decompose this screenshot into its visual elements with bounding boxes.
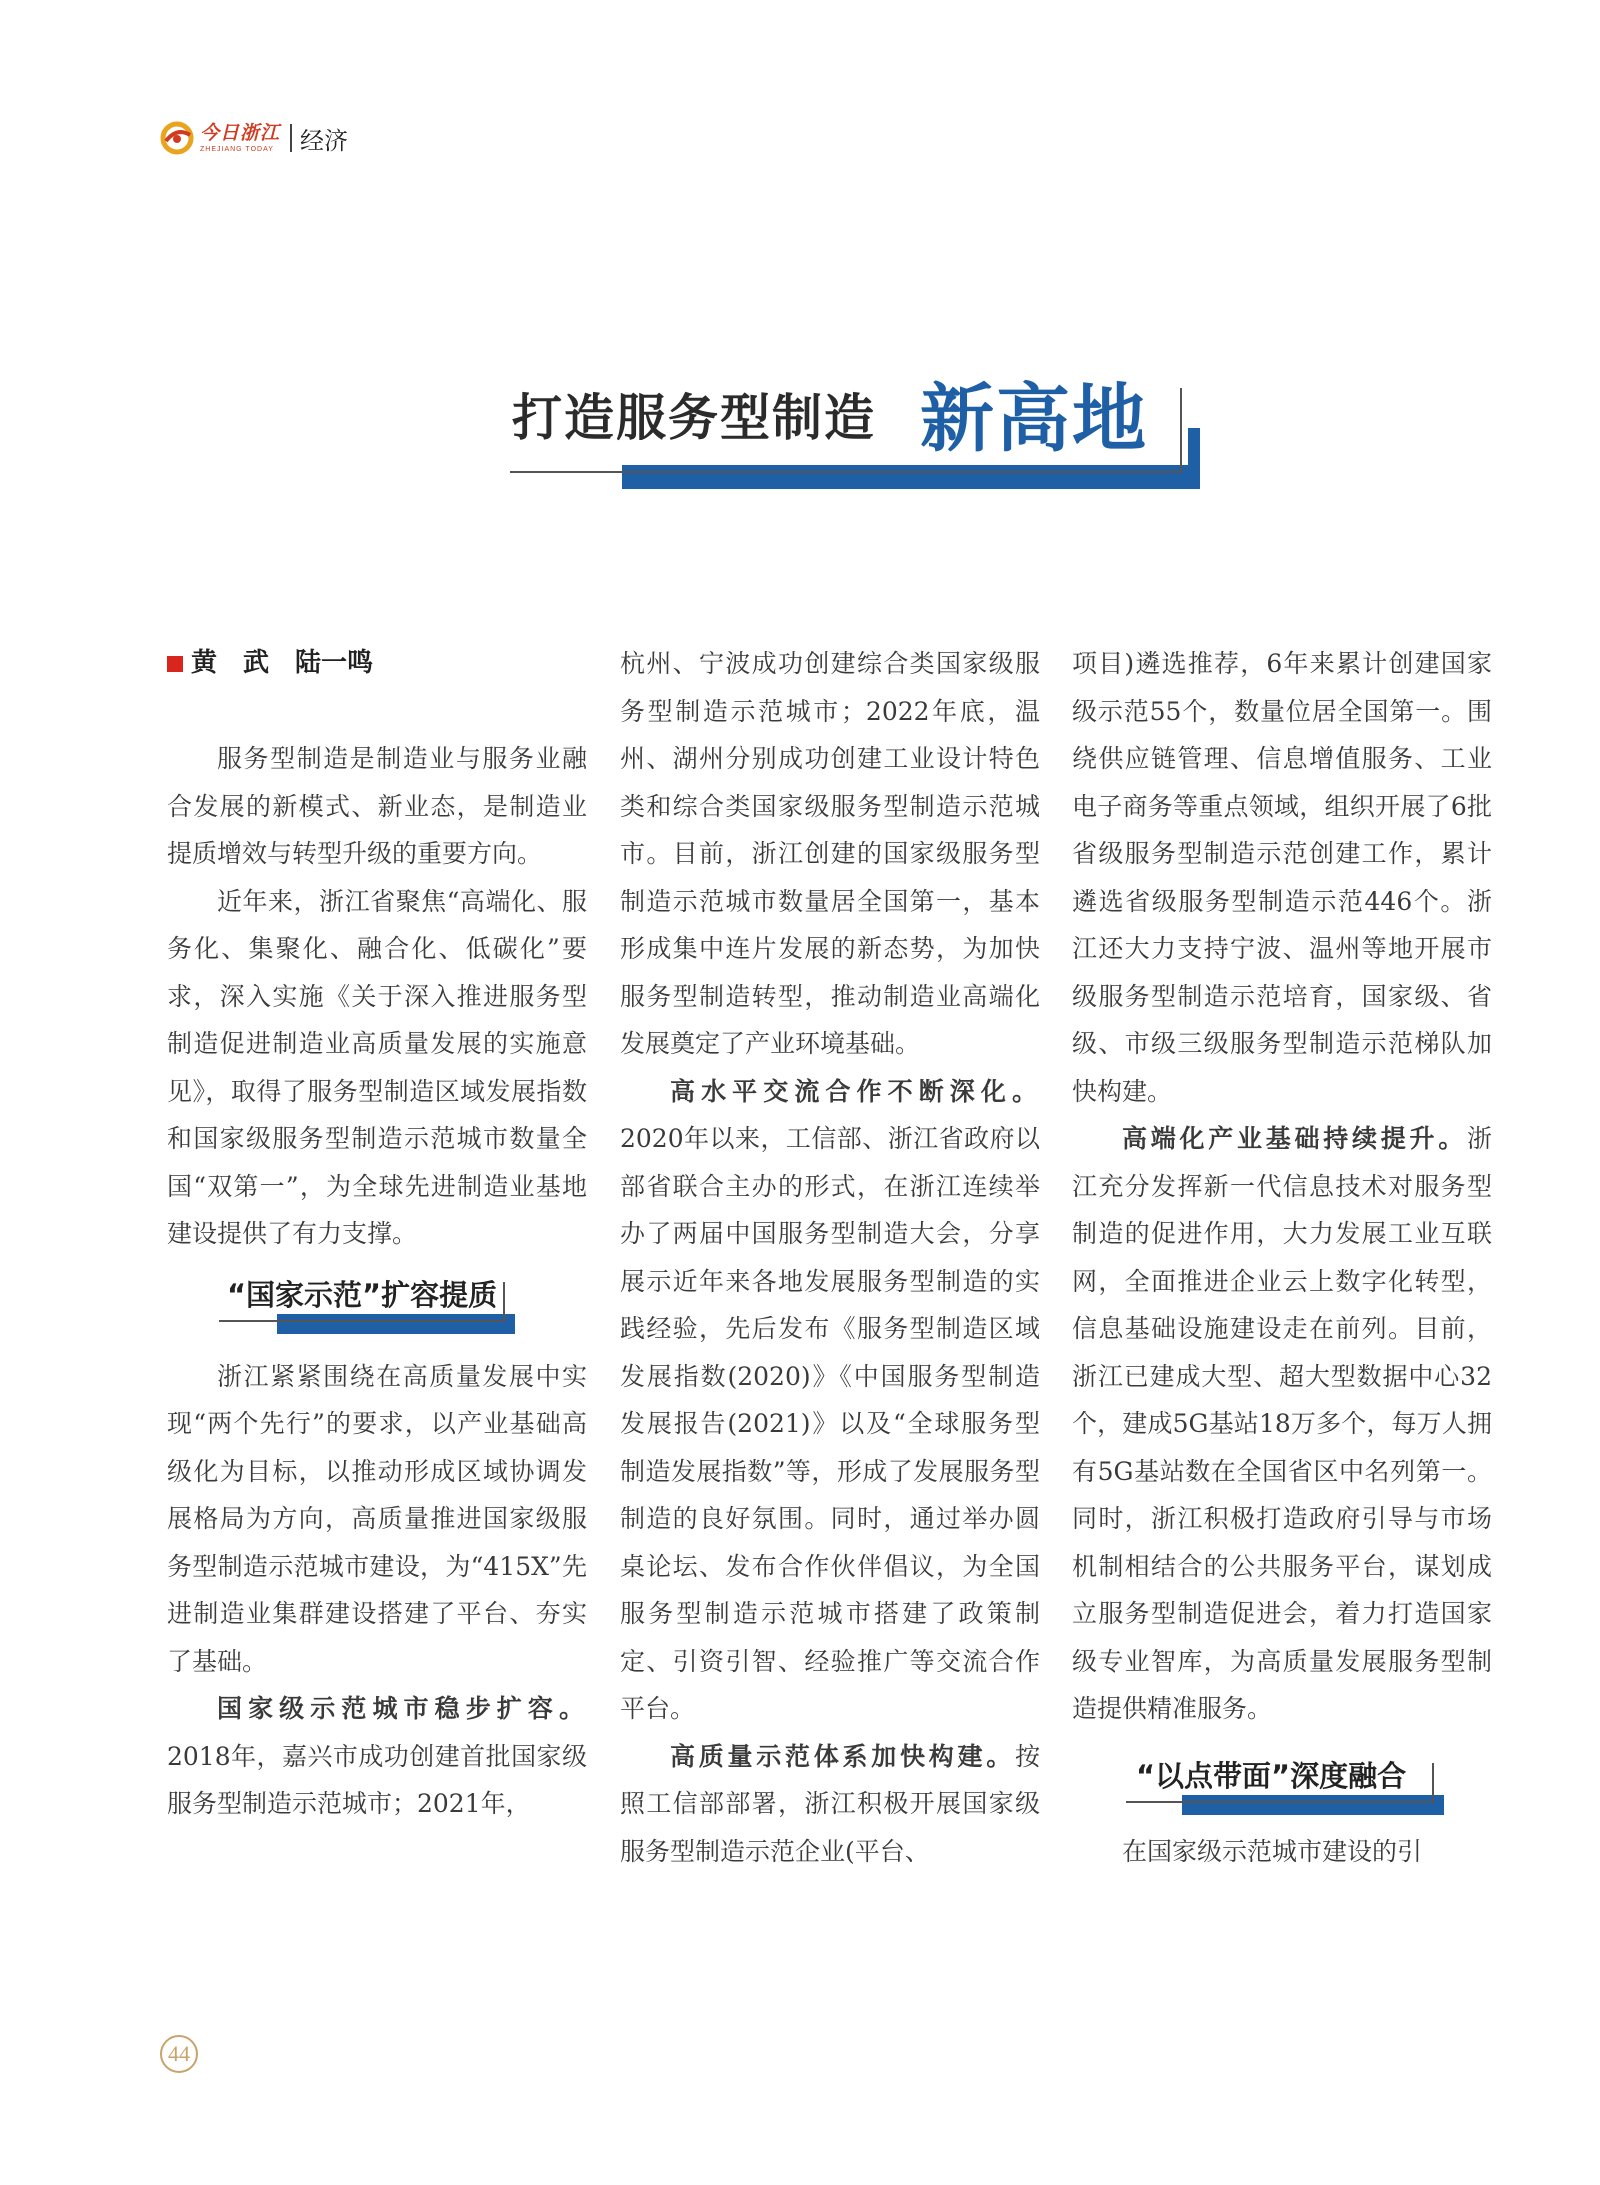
paragraph-4-lead: 高质量示范体系加快构建。 — [670, 1741, 1015, 1771]
article-title-accent: 新高地 — [920, 376, 1148, 462]
logo-icon — [160, 121, 194, 155]
section-1-title: “国家示范”扩容提质 — [227, 1277, 498, 1312]
paragraph-4-continued: 项目)遴选推荐，6年来累计创建国家级示范55个，数量位居全国第一。围绕供应链管理、信息增值服务、工业电子商务等重点领域，组织开展了6批省级服务型制造示范创建工作，累计遴选省级服务型制造示范446个。浙江还大力支持宁波、温州等地开展市级服务型制造示范培育，国家级、省级、市级三级服务型制造示范梯队加快构建。 — [1072, 649, 1492, 1106]
paragraph-5-lead: 高端化产业基础持续提升。 — [1122, 1124, 1467, 1153]
paragraph-3-body: 2020年以来，工信部、浙江省政府以部省联合主办的形式，在浙江连续举办了两届中国服务型制造大会，分享展示近年来各地发展服务型制造的实践经验，先后发布《服务型制造区域发展指数(2020)》《中国服务型制造发展报告(2021)》以及“全球服务型制造发展指数”等，形成了发展服务型制造的良好氛围。同时，通过举办圆桌论坛、发布合作伙伴倡议，为全国服务型制造示范城市搭建了政策制定、引资引智、经验推广等交流合作平台。 — [620, 1124, 1040, 1723]
article-title-block — [510, 360, 1200, 495]
heading-underline — [1126, 1801, 1432, 1803]
column-2 — [620, 640, 1040, 1875]
section-1-paragraph-2: 国家级示范城市稳步扩容。2018年，嘉兴市成功创建首批国家级服务型制造示范城市；2021年， — [167, 1694, 587, 1818]
page-number: 44 — [160, 2035, 198, 2073]
section-1-paragraph-1: 浙江紧紧围绕在高质量发展中实现“两个先行”的要求，以产业基础高级化为目标，以推动形成区域协调发展格局为方向，高质量推进国家级服务型制造示范城市建设，为“415X”先进制造业集群建设搭建了平台、夯实了基础。 — [167, 1361, 587, 1676]
column-3 — [1072, 640, 1492, 1875]
paragraph-2-continued: 杭州、宁波成功创建综合类国家级服务型制造示范城市；2022年底，温州、湖州分别成功创建工业设计特色类和综合类国家级服务型制造示范城市。目前，浙江创建的国家级服务型制造示范城市数量居全国第一，基本形成集中连片发展的新态势，为加快服务型制造转型，推动制造业高端化发展奠定了产业环境基础。 — [620, 649, 1040, 1058]
paragraph-5-body: 浙江充分发挥新一代信息技术对服务型制造的促进作用，大力发展工业互联网，全面推进企业云上数字化转型，信息基础设施建设走在前列。目前，浙江已建成大型、超大型数据中心32个，建成5G基站18万多个，每万人拥有5G基站数在全国省区中名列第一。同时，浙江积极打造政府引导与市场机制相结合的公共服务平台，谋划成立服务型制造促进会，着力打造国家级专业智库，为高质量发展服务型制造提供精准服务。 — [1072, 1124, 1492, 1723]
title-underline — [510, 471, 1180, 473]
article-title-main: 打造服务型制造 — [512, 388, 876, 447]
intro-paragraph-2: 近年来，浙江省聚焦“高端化、服务化、集聚化、融合化、低碳化”要求，深入实施《关于深入推进服务型制造促进制造业高质量发展的实施意见》，取得了服务型制造区域发展指数和国家级服务型制造示范城市数量全国“双第一”，为全球先进制造业基地建设提供了有力支撑。 — [167, 886, 587, 1248]
section-name: 经济 — [300, 126, 349, 155]
logo-en: ZHEJIANG TODAY — [200, 145, 274, 153]
logo-text — [200, 121, 281, 153]
masthead — [160, 118, 348, 158]
title-vertical-rule — [1180, 388, 1182, 473]
masthead-divider — [290, 124, 292, 152]
section-2-paragraph-1: 在国家级示范城市建设的引 — [1122, 1836, 1423, 1866]
title-blue-bar — [622, 465, 1200, 489]
heading-underline — [219, 1320, 503, 1322]
section-1-paragraph-3 — [620, 1068, 1040, 1733]
section-1-heading — [167, 1258, 587, 1353]
section-1-paragraph-5 — [1072, 1115, 1492, 1733]
paragraph-2-lead: 国家级示范城市稳步扩容。 — [217, 1694, 587, 1723]
intro-paragraph-1: 服务型制造是制造业与服务业融合发展的新模式、新业态，是制造业提质增效与转型升级的重要方向。 — [167, 744, 587, 868]
section-2-heading — [1072, 1733, 1492, 1828]
author-marker-icon — [167, 656, 183, 672]
section-2-title: “以点带面”深度融合 — [1136, 1758, 1407, 1793]
author-names: 黄 武 陆一鸣 — [191, 648, 374, 678]
heading-vertical-rule — [503, 1282, 505, 1322]
paragraph-3-lead: 高水平交流合作不断深化。 — [670, 1076, 1040, 1106]
author-line — [167, 640, 587, 688]
title-blue-corner — [1188, 428, 1200, 488]
section-1-paragraph-4: 高质量示范体系加快构建。按照工信部部署，浙江积极开展国家级服务型制造示范企业(平台、 — [620, 1741, 1040, 1866]
logo-cn: 今日浙江 — [200, 121, 281, 144]
column-1 — [167, 640, 587, 1828]
heading-vertical-rule — [1432, 1763, 1434, 1803]
